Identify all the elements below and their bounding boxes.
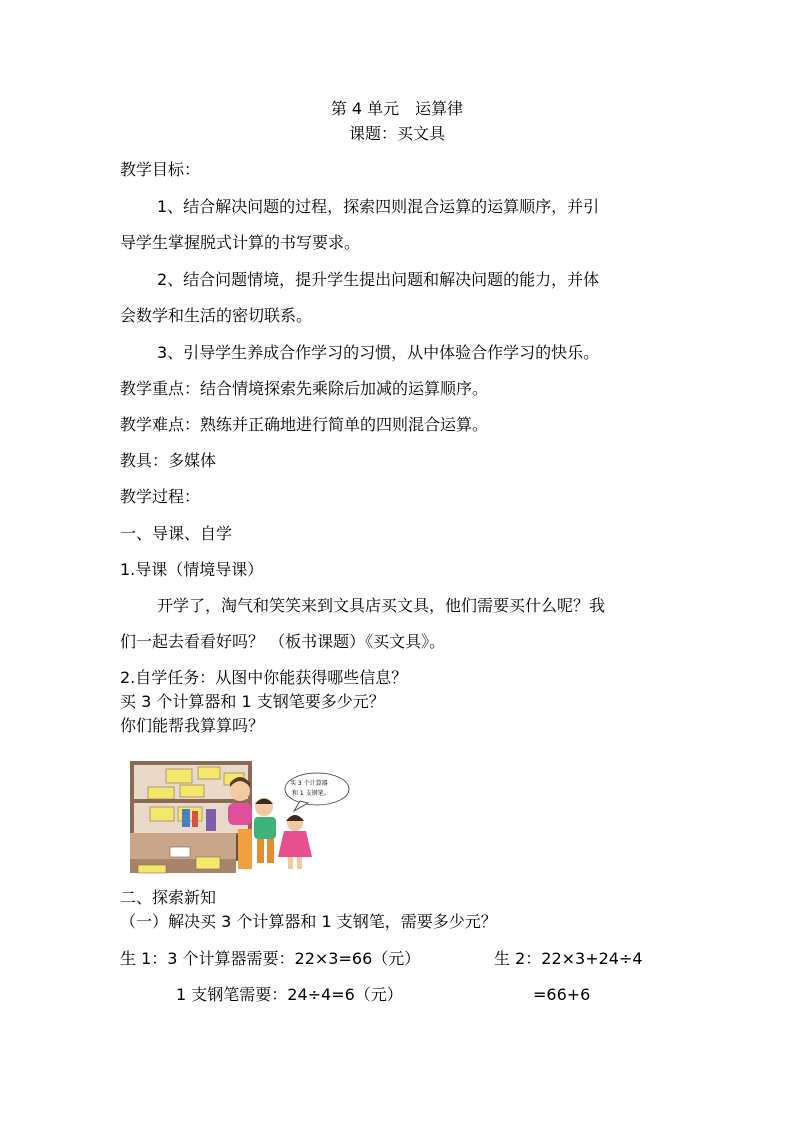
student-2-line-2: =66+6: [533, 985, 591, 1004]
objective-2-line-2: 会数学和生活的密切联系。: [120, 306, 313, 325]
unit-title: 第 4 单元 运算律: [330, 99, 464, 118]
objectives-heading: 教学目标：: [120, 160, 201, 179]
intro-para-line-1: 开学了，淘气和笑笑来到文具店买文具，他们需要买什么呢？我: [157, 596, 606, 615]
key-point: 教学重点：结合情境探索先乘除后加减的运算顺序。: [120, 379, 489, 398]
section-2-sub-1: （一）解决买 3 个计算器和 1 支钢笔，需要多少元？: [120, 912, 497, 931]
section-1-heading: 一、导课、自学: [120, 524, 233, 543]
lesson-title: 课题：买文具: [348, 124, 445, 143]
student-2-line-1: 生 2：22×3+24÷4: [494, 949, 643, 968]
student-1-line-2: 1 支钢笔需要：24÷4=6（元）: [176, 985, 403, 1004]
question-2: 你们能帮我算算吗？: [120, 716, 265, 735]
objective-2-line-1: 2、结合问题情境，提升学生提出问题和解决问题的能力，并体: [157, 270, 600, 289]
section-1-sub-2: 2.自学任务：从图中你能获得哪些信息？: [120, 668, 408, 687]
objective-1-line-1: 1、结合解决问题的过程，探索四则混合运算的运算顺序，并引: [157, 197, 600, 216]
teaching-tools: 教具：多媒体: [120, 451, 217, 470]
question-1: 买 3 个计算器和 1 支钢笔要多少元？: [120, 692, 385, 711]
difficulty: 教学难点：熟练并正确地进行简单的四则混合运算。: [120, 415, 489, 434]
intro-para-line-2: 们一起去看看好吗？ （板书课题）《买文具》。: [120, 632, 446, 651]
stationery-shop-illustration: [130, 749, 350, 874]
student-1-line-1: 生 1：3 个计算器需要：22×3=66（元）: [120, 949, 421, 968]
section-2-heading: 二、探索新知: [120, 888, 217, 907]
section-1-sub-1: 1.导课（情境导课）: [120, 560, 264, 579]
process-heading: 教学过程：: [120, 487, 201, 506]
speech-bubble-text-2: 和 1 支钢笔。: [292, 790, 330, 797]
speech-bubble-text-1: 买 3 个计算器: [290, 780, 328, 787]
objective-1-line-2: 导学生掌握脱式计算的书写要求。: [120, 233, 361, 252]
objective-3: 3、引导学生养成合作学习的习惯，从中体验合作学习的快乐。: [157, 343, 600, 362]
